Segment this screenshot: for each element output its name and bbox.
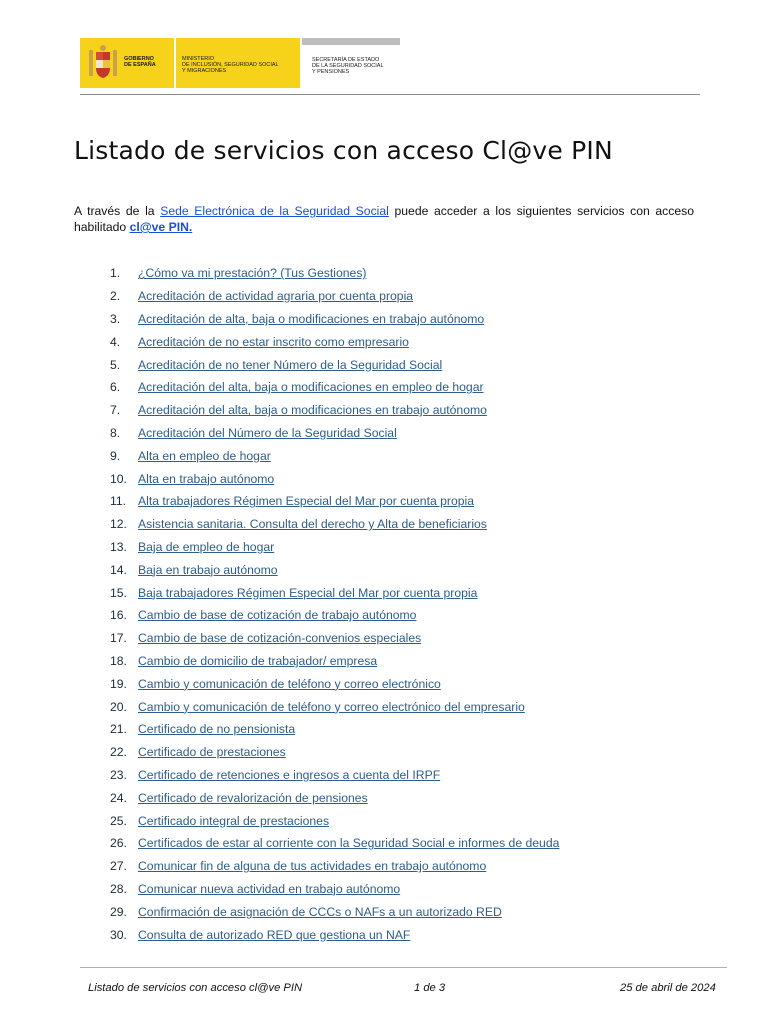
list-item-number — [100, 266, 138, 280]
list-item-number-text: 21. — [110, 722, 127, 737]
list-item — [100, 900, 700, 923]
list-item-number — [100, 814, 138, 828]
ministerio-logo — [176, 38, 300, 88]
intro-text-middle: puede acceder a los siguientes servicios con acceso habilitado — [74, 204, 695, 234]
list-item-number — [100, 472, 138, 486]
list-item-number — [100, 335, 138, 349]
list-item-number-text: 29. — [110, 904, 127, 919]
list-item — [100, 467, 700, 490]
list-item — [100, 558, 700, 581]
list-item — [100, 695, 700, 718]
service-link[interactable]: Consulta de autorizado RED que gestiona un NAF — [138, 927, 411, 942]
service-link[interactable]: Acreditación de alta, baja o modificaciones en trabajo autónomo — [138, 311, 485, 326]
list-item — [100, 855, 700, 878]
service-link[interactable]: Cambio de base de cotización de trabajo autónomo — [138, 608, 417, 623]
gobierno-label: GOBIERNO DE ESPAÑA — [124, 56, 156, 68]
list-item — [100, 490, 700, 513]
list-item-number — [100, 928, 138, 942]
list-item-number-text: 18. — [110, 653, 127, 668]
page-title: Listado de servicios con acceso Cl@ve PIN — [74, 136, 613, 165]
list-item-number-text: 12. — [110, 517, 127, 532]
list-item — [100, 262, 700, 285]
list-item — [100, 536, 700, 559]
list-item-number-text: 30. — [110, 927, 127, 942]
service-link[interactable]: Cambio y comunicación de teléfono y correo electrónico — [138, 676, 441, 691]
list-item-number — [100, 380, 138, 394]
list-item — [100, 878, 700, 901]
service-link[interactable]: Cambio y comunicación de teléfono y correo electrónico del empresario — [138, 699, 525, 714]
list-item-number-text: 15. — [110, 585, 127, 600]
list-item — [100, 741, 700, 764]
list-item-number — [100, 700, 138, 714]
list-item-number — [100, 540, 138, 554]
service-link[interactable]: Alta en trabajo autónomo — [138, 471, 275, 486]
header-divider — [80, 94, 700, 95]
intro-paragraph — [74, 203, 694, 235]
list-item-number — [100, 517, 138, 531]
list-item-number — [100, 791, 138, 805]
service-link[interactable]: Certificados de estar al corriente con la Seguridad Social e informes de deuda — [138, 836, 560, 851]
intro-text-start: A través de la — [74, 204, 161, 218]
list-item — [100, 809, 700, 832]
service-link[interactable]: Acreditación de actividad agraria por cuenta propia — [138, 289, 414, 304]
service-link[interactable]: Alta trabajadores Régimen Especial del Mar por cuenta propia — [138, 494, 475, 509]
list-item-number — [100, 608, 138, 622]
list-item-number — [100, 745, 138, 759]
list-item-number — [100, 358, 138, 372]
gobierno-de-espana-logo — [80, 38, 174, 88]
list-item-number-text: 3. — [110, 311, 121, 326]
footer-date: 25 de abril de 2024 — [620, 982, 716, 994]
footer-divider — [80, 967, 727, 968]
list-item-number-text: 6. — [110, 380, 121, 395]
list-item-number-text: 28. — [110, 881, 127, 896]
list-item-number — [100, 654, 138, 668]
service-link[interactable]: Asistencia sanitaria. Consulta del derecho y Alta de beneficiarios — [138, 517, 487, 532]
service-link[interactable]: Acreditación del alta, baja o modificaciones en empleo de hogar — [138, 380, 484, 395]
service-link[interactable]: ¿Cómo va mi prestación? (Tus Gestiones) — [138, 266, 367, 281]
list-item-number-text: 5. — [110, 357, 121, 372]
list-item-number — [100, 449, 138, 463]
service-link[interactable]: Certificado integral de prestaciones — [138, 813, 330, 828]
list-item — [100, 513, 700, 536]
list-item-number-text: 22. — [110, 745, 127, 760]
list-item-number-text: 20. — [110, 699, 127, 714]
ministerio-label: MINISTERIO DE INCLUSIÓN, SEGURIDAD SOCIAL Y MIGRACIONES — [182, 56, 279, 74]
service-link[interactable]: Baja de empleo de hogar — [138, 539, 275, 554]
service-link[interactable]: Baja trabajadores Régimen Especial del Mar por cuenta propia — [138, 585, 478, 600]
service-link[interactable]: Certificado de prestaciones — [138, 745, 286, 760]
list-item — [100, 650, 700, 673]
list-item-number-text: 27. — [110, 859, 127, 874]
list-item-number-text: 8. — [110, 425, 121, 440]
service-link[interactable]: Acreditación del Número de la Seguridad Social — [138, 425, 397, 440]
list-item-number-text: 13. — [110, 539, 127, 554]
list-item — [100, 422, 700, 445]
footer-document-title: Listado de servicios con acceso cl@ve PIN — [88, 982, 303, 994]
list-item-number — [100, 586, 138, 600]
clave-pin-link[interactable]: cl@ve PIN. — [129, 220, 193, 234]
list-item-number-text: 17. — [110, 631, 127, 646]
government-logo — [80, 38, 400, 90]
list-item — [100, 285, 700, 308]
list-item-number-text: 10. — [110, 471, 127, 486]
list-item-number-text: 7. — [110, 403, 121, 418]
list-item-number-text: 16. — [110, 608, 127, 623]
list-item-number-text: 11. — [110, 494, 127, 509]
service-link[interactable]: Alta en empleo de hogar — [138, 448, 271, 463]
list-item-number — [100, 563, 138, 577]
list-item — [100, 672, 700, 695]
list-item-number-text: 4. — [110, 334, 121, 349]
list-item — [100, 308, 700, 331]
service-link[interactable]: Baja en trabajo autónomo — [138, 562, 278, 577]
list-item-number-text: 26. — [110, 836, 127, 851]
list-item-number — [100, 494, 138, 508]
list-item — [100, 376, 700, 399]
list-item — [100, 399, 700, 422]
list-item — [100, 923, 700, 946]
service-link[interactable]: Comunicar nueva actividad en trabajo autónomo — [138, 881, 401, 896]
service-link[interactable]: Acreditación de no tener Número de la Seguridad Social — [138, 357, 443, 372]
service-link[interactable]: Cambio de domicilio de trabajador/ empresa — [138, 653, 378, 668]
secretaria-logo — [302, 38, 400, 88]
coat-of-arms-icon — [88, 44, 118, 82]
list-item — [100, 330, 700, 353]
list-item-number — [100, 289, 138, 303]
list-item-number-text: 14. — [110, 562, 127, 577]
list-item-number — [100, 403, 138, 417]
list-item — [100, 353, 700, 376]
list-item-number — [100, 631, 138, 645]
list-item — [100, 764, 700, 787]
service-link[interactable]: Comunicar fin de alguna de tus actividades en trabajo autónomo — [138, 859, 487, 874]
list-item — [100, 604, 700, 627]
service-link[interactable]: Confirmación de asignación de CCCs o NAFs a un autorizado RED — [138, 904, 502, 919]
list-item — [100, 581, 700, 604]
list-item-number — [100, 722, 138, 736]
list-item-number-text: 9. — [110, 448, 121, 463]
list-item — [100, 627, 700, 650]
list-item-number — [100, 836, 138, 850]
list-item-number-text: 25. — [110, 813, 127, 828]
list-item — [100, 718, 700, 741]
services-list — [100, 262, 700, 946]
service-link[interactable]: Acreditación de no estar inscrito como empresario — [138, 334, 409, 349]
document-header — [80, 38, 700, 96]
list-item-number — [100, 677, 138, 691]
list-item-number-text: 19. — [110, 676, 127, 691]
secretaria-label: SECRETARÍA DE ESTADO DE LA SEGURIDAD SOCIAL Y PENSIONES — [312, 57, 384, 75]
service-link[interactable]: Certificado de revalorización de pensiones — [138, 790, 368, 805]
list-item-number-text: 1. — [110, 266, 121, 281]
service-link[interactable]: Certificado de no pensionista — [138, 722, 296, 737]
list-item — [100, 832, 700, 855]
list-item — [100, 786, 700, 809]
list-item-number-text: 24. — [110, 790, 127, 805]
list-item-number-text: 23. — [110, 767, 127, 782]
list-item-number-text: 2. — [110, 289, 121, 304]
footer-page-number: 1 de 3 — [414, 982, 446, 994]
list-item — [100, 444, 700, 467]
list-item-number — [100, 768, 138, 782]
list-item-number — [100, 426, 138, 440]
service-link[interactable]: Acreditación del alta, baja o modificaciones en trabajo autónomo — [138, 403, 487, 418]
list-item-number — [100, 882, 138, 896]
sede-electronica-link[interactable]: Sede Electrónica de la Seguridad Social — [160, 204, 389, 218]
list-item-number — [100, 312, 138, 326]
service-link[interactable]: Cambio de base de cotización-convenios especiales — [138, 631, 422, 646]
list-item-number — [100, 905, 138, 919]
list-item-number — [100, 859, 138, 873]
service-link[interactable]: Certificado de retenciones e ingresos a cuenta del IRPF — [138, 767, 441, 782]
